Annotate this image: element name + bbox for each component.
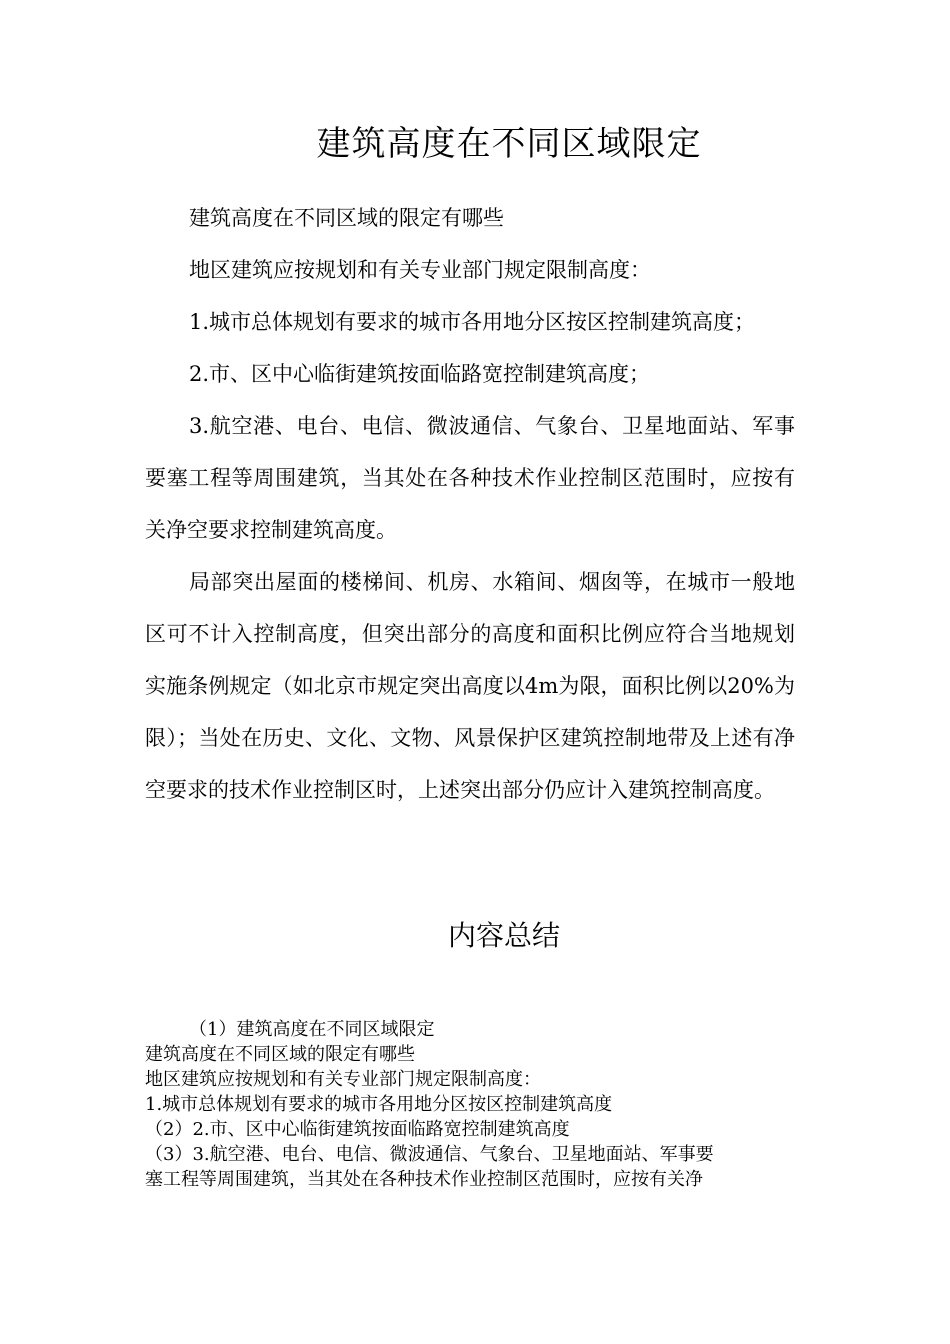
summary-line: 塞工程等周围建筑，当其处在各种技术作业控制区范围时，应按有关净: [145, 1169, 703, 1190]
paragraph-intro: 地区建筑应按规划和有关专业部门规定限制高度：: [189, 258, 651, 282]
summary-title: 内容总结: [447, 919, 560, 952]
summary-line: 建筑高度在不同区域的限定有哪些: [145, 1044, 415, 1065]
summary-line: 地区建筑应按规划和有关专业部门规定限制高度：: [145, 1069, 541, 1090]
paragraph-item-3: 3.航空港、电台、电信、微波通信、气象台、卫星地面站、军事要塞工程等周围建筑，当其处在各种技术作业控制区范围时，应按有关净空要求控制建筑高度。: [145, 414, 795, 542]
paragraph-item-1: 1.城市总体规划有要求的城市各用地分区按区控制建筑高度；: [189, 310, 756, 334]
summary-line: 1.城市总体规划有要求的城市各用地分区按区控制建筑高度: [145, 1094, 613, 1115]
document-body: [145, 192, 795, 816]
summary-line: （3）3.航空港、电台、电信、微波通信、气象台、卫星地面站、军事要: [145, 1144, 714, 1165]
document-title: 建筑高度在不同区域限定: [316, 124, 702, 164]
paragraph-subtitle: 建筑高度在不同区域的限定有哪些: [189, 206, 504, 230]
paragraph-roof-projection: 局部突出屋面的楼梯间、机房、水箱间、烟囱等，在城市一般地区可不计入控制高度，但突出部分的高度和面积比例应符合当地规划实施条例规定（如北京市规定突出高度以4m为限，面积比例以20%为限）；当处在历史、文化、文物、风景保护区建筑控制地带及上述有净空要求的技术作业控制区时，上述突出部分仍应计入建筑控制高度。: [145, 570, 795, 802]
summary-line: （2）2.市、区中心临街建筑按面临路宽控制建筑高度: [145, 1119, 570, 1140]
paragraph-item-2: 2.市、区中心临街建筑按面临路宽控制建筑高度；: [189, 362, 651, 386]
summary-block: [145, 1017, 805, 1192]
summary-line: （1）建筑高度在不同区域限定: [189, 1019, 435, 1040]
